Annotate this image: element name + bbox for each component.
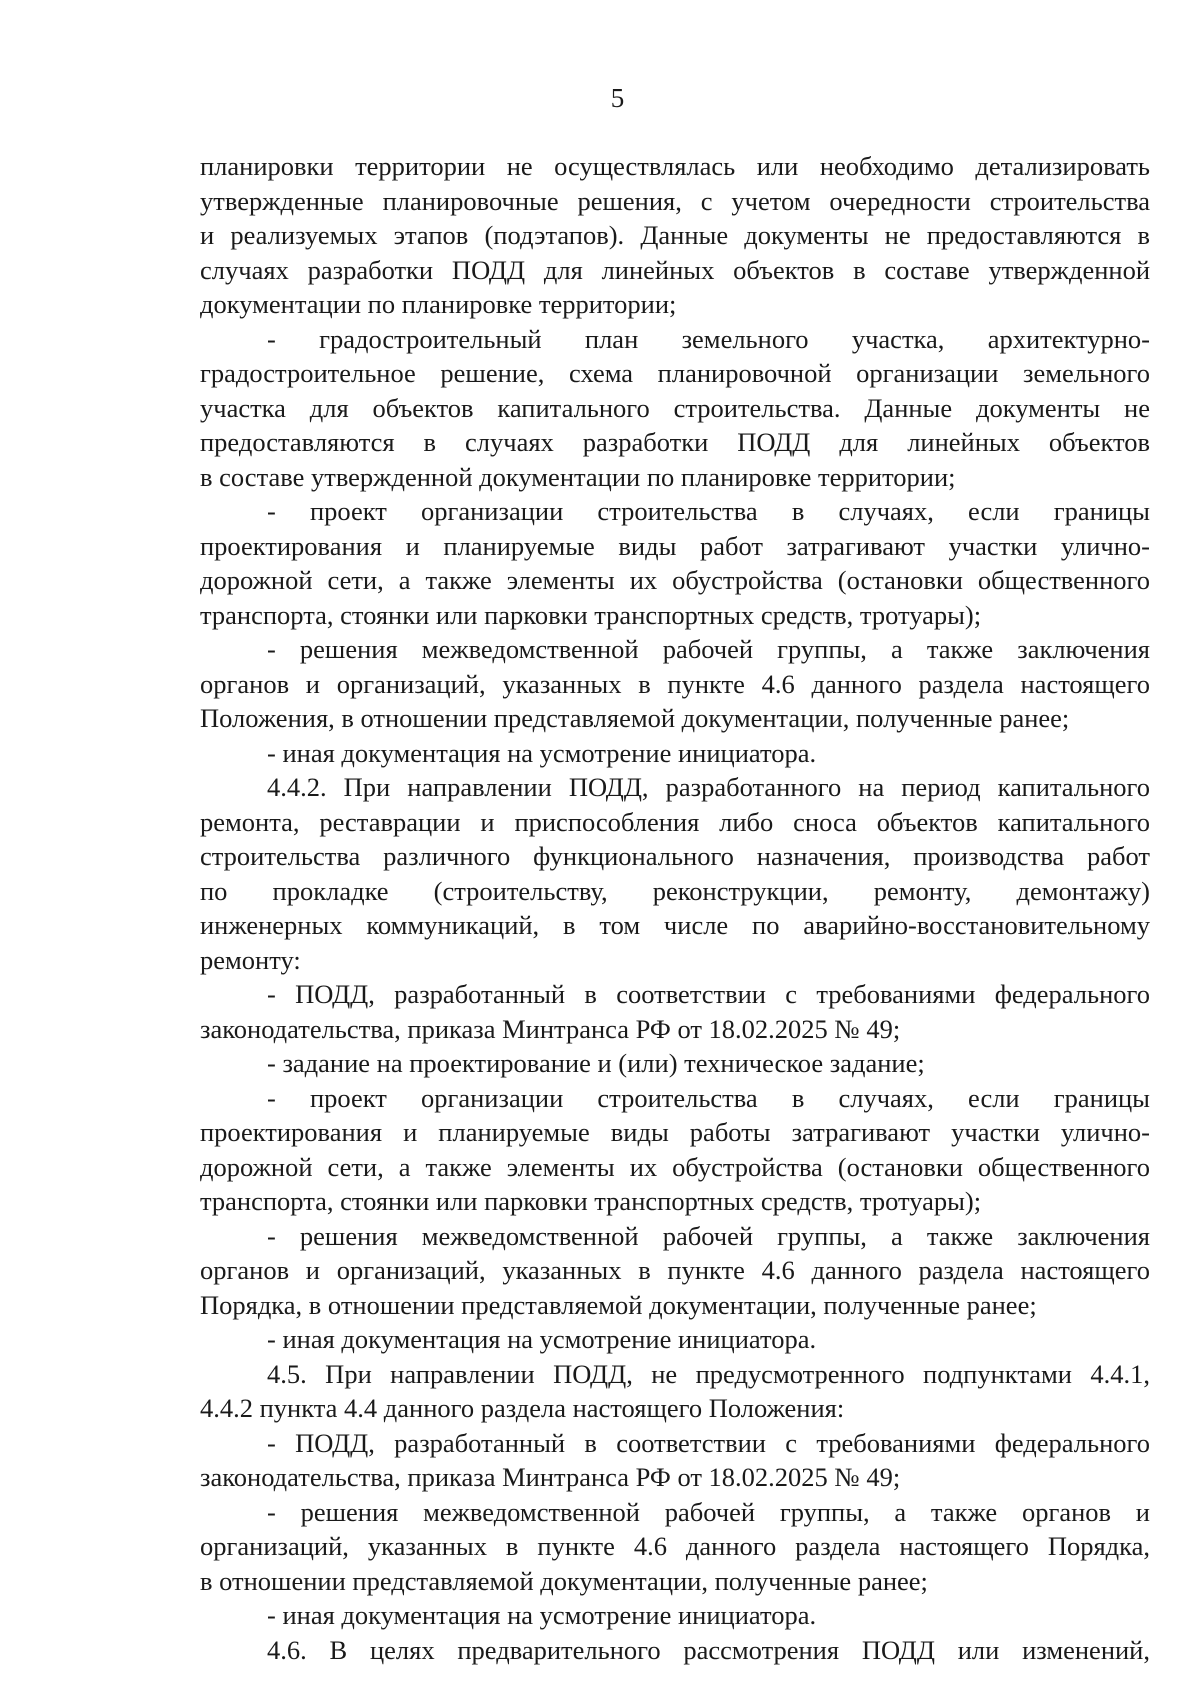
text-line: градостроительное решение, схема планировочной организации земельного: [200, 358, 1150, 388]
text-line: законодательства, приказа Минтранса РФ от 18.02.2025 № 49;: [200, 1013, 901, 1044]
text-line: - проект организации строительства в случаях, если границы: [267, 496, 1150, 526]
text-line: - иная документация на усмотрение инициатора.: [267, 1600, 817, 1630]
text-line: - решения межведомственной рабочей группы, а также органов и: [267, 1496, 1150, 1527]
text-line: в составе утвержденной документации по планировке территории;: [200, 461, 956, 492]
text-line: Порядка, в отношении представляемой документации, полученные ранее;: [200, 1289, 1037, 1320]
text-line: участка для объектов капитального строительства. Данные документы не: [200, 392, 1150, 423]
text-line: ремонту:: [200, 944, 301, 975]
text-line: органов и организаций, указанных в пункте 4.6 данного раздела настоящего: [200, 1255, 1150, 1285]
text-line: случаях разработки ПОДД для линейных объектов в составе утвержденной: [200, 254, 1150, 285]
text-line: - иная документация на усмотрение инициатора.: [267, 1324, 817, 1354]
text-line: транспорта, стоянки или парковки транспортных средств, тротуары);: [200, 599, 982, 630]
text-line: 4.5. При направлении ПОДД, не предусмотренного подпунктами 4.4.1,: [267, 1358, 1150, 1389]
text-line: - решения межведомственной рабочей группы, а также заключения: [267, 634, 1150, 664]
text-line: органов и организаций, указанных в пункте 4.6 данного раздела настоящего: [200, 668, 1150, 699]
text-line: дорожной сети, а также элементы их обустройства (остановки общественного: [200, 1151, 1150, 1182]
text-line: утвержденные планировочные решения, с учетом очередности строительства: [200, 185, 1150, 216]
text-line: ремонта, реставрации и приспособления либо сноса объектов капитального: [200, 806, 1150, 837]
text-line: в отношении представляемой документации, полученные ранее;: [200, 1565, 928, 1596]
text-line: и реализуемых этапов (подэтапов). Данные документы не предоставляются в: [200, 220, 1150, 250]
document-body: [200, 149, 1150, 1667]
text-line: Положения, в отношении представляемой документации, полученные ранее;: [200, 703, 1070, 733]
text-line: предоставляются в случаях разработки ПОДД для линейных объектов: [200, 427, 1150, 457]
text-line: - ПОДД, разработанный в соответствии с требованиями федерального: [267, 1427, 1150, 1458]
text-line: проектирования и планируемые виды работ затрагивают участки улично-: [200, 530, 1150, 561]
text-line: - задание на проектирование и (или) техническое задание;: [267, 1048, 925, 1078]
text-line: транспорта, стоянки или парковки транспортных средств, тротуары);: [200, 1186, 982, 1216]
text-line: строительства различного функционального назначения, производства работ: [200, 841, 1150, 871]
text-line: 4.6. В целях предварительного рассмотрения ПОДД или изменений,: [267, 1634, 1150, 1665]
text-line: 4.4.2 пункта 4.4 данного раздела настоящего Положения:: [200, 1393, 845, 1423]
text-line: инженерных коммуникаций, в том числе по аварийно-восстановительному: [200, 910, 1150, 940]
text-line: по прокладке (строительству, реконструкции, ремонту, демонтажу): [200, 875, 1150, 906]
text-line: планировки территории не осуществлялась или необходимо детализировать: [200, 151, 1150, 181]
text-line: 4.4.2. При направлении ПОДД, разработанного на период капитального: [267, 772, 1150, 802]
text-line: проектирования и планируемые виды работы затрагивают участки улично-: [200, 1117, 1150, 1147]
text-line: - иная документация на усмотрение инициатора.: [267, 737, 817, 768]
text-line: - ПОДД, разработанный в соответствии с требованиями федерального: [267, 979, 1150, 1009]
text-line: - решения межведомственной рабочей группы, а также заключения: [267, 1220, 1150, 1251]
text-line: - градостроительный план земельного участка, архитектурно-: [267, 323, 1150, 354]
text-line: организаций, указанных в пункте 4.6 данного раздела настоящего Порядка,: [200, 1531, 1150, 1561]
text-line: - проект организации строительства в случаях, если границы: [267, 1082, 1150, 1113]
page-number: 5: [610, 83, 625, 113]
text-line: документации по планировке территории;: [200, 289, 677, 319]
text-line: законодательства, приказа Минтранса РФ от 18.02.2025 № 49;: [200, 1462, 901, 1492]
text-line: дорожной сети, а также элементы их обустройства (остановки общественного: [200, 565, 1150, 595]
